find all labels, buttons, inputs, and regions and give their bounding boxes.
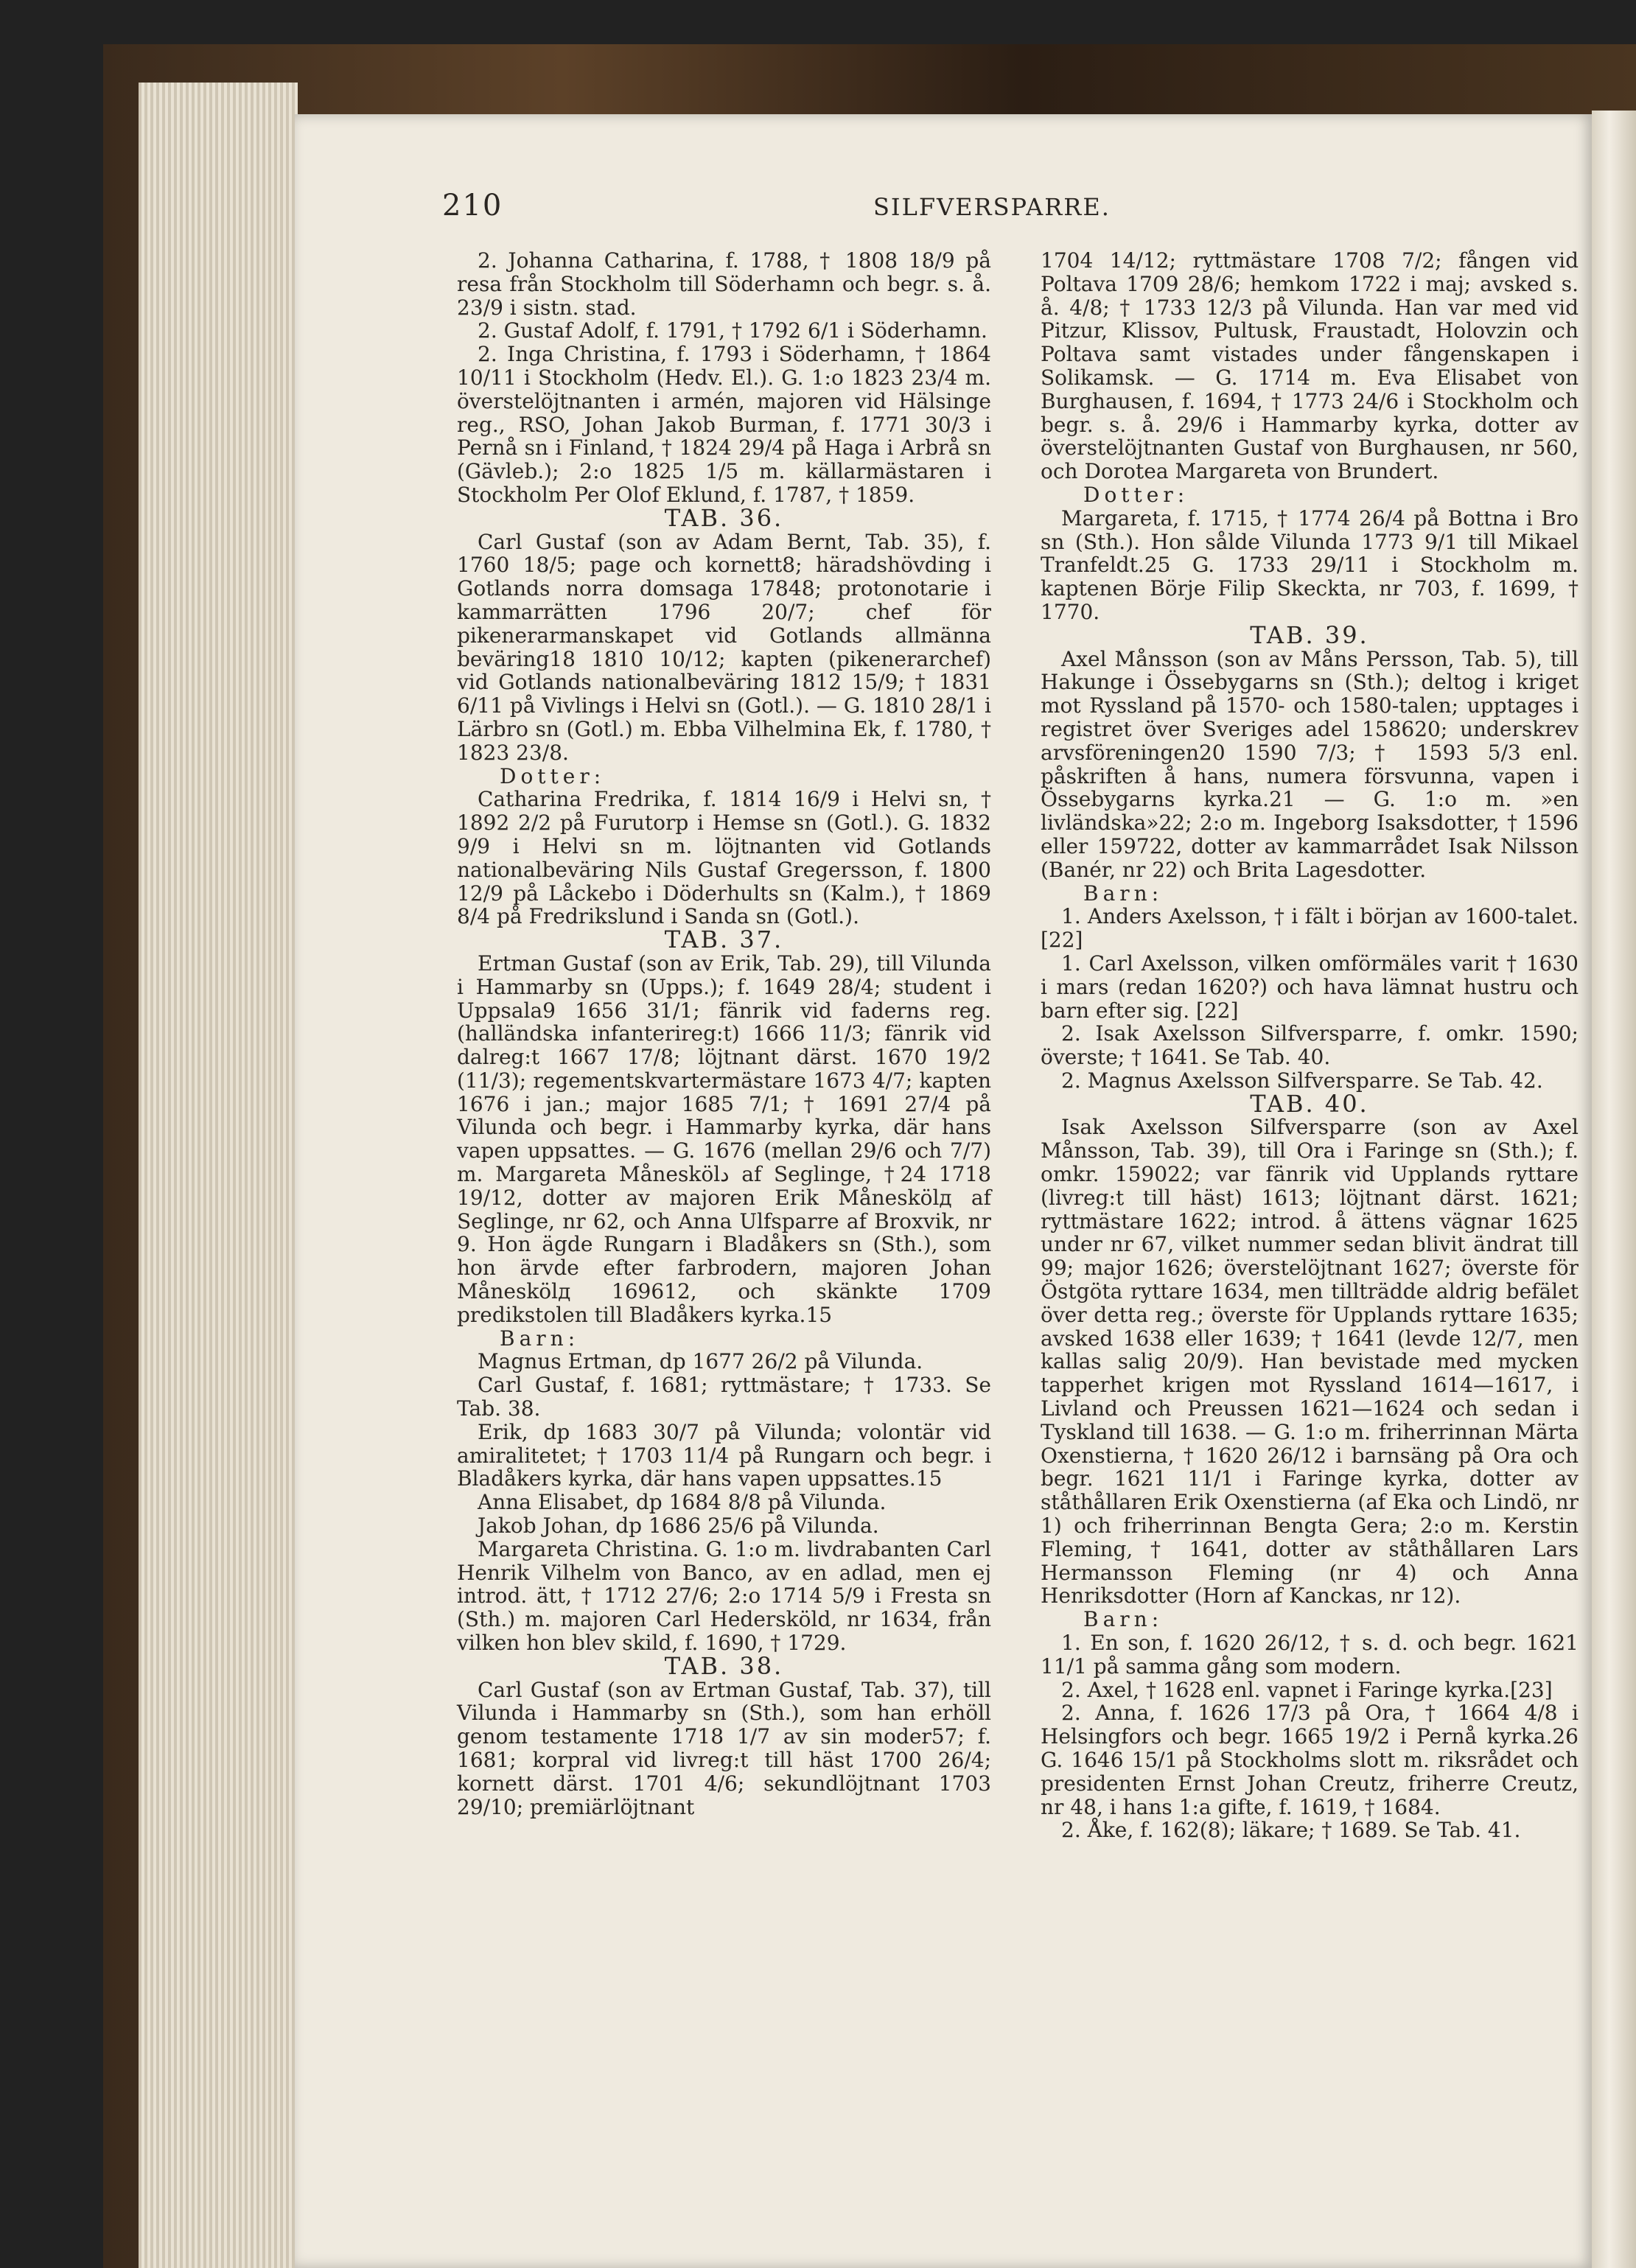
running-head: SILFVERSPARRE.: [873, 193, 1111, 221]
table-heading: TAB. 38.: [664, 1651, 784, 1680]
table-heading: TAB. 37.: [664, 925, 784, 954]
paragraph: 2. Isak Axelsson Silfversparre, f. omkr. 1590; överste; † 1641. Se Tab. 40.: [1041, 1021, 1579, 1070]
paragraph: Catharina Fredrika, f. 1814 16/9 i Helvi sn, † 1892 2/2 på Furutorp i Hemse sn (Gotl.). G. 1832 9/9 i Helvi sn m. löjtnanten vid Gotlands nationalbeväring Nils Gustaf Gregersson, f. 1800 12/9 på Låckebo i Döderhults sn (Kalm.), † 1869 8/4 på Fredrikslund i Sanda sn (Gotl.).: [457, 787, 991, 929]
children-heading: Barn:: [500, 1326, 580, 1351]
paragraph: 2. Magnus Axelsson Silfversparre. Se Tab. 42.: [1061, 1068, 1543, 1093]
paragraph: Margareta Christina. G. 1:o m. livdrabanten Carl Henrik Vilhelm von Banco, av en adlad, men ej introd. ätt, † 1712 27/6; 2:o 1714 5/9 i Fresta sn (Sth.) m. majoren Carl Hedersköld, nr 1634, från vilken hon blev skild, f. 1690, † 1729.: [457, 1536, 991, 1656]
children-heading: Barn:: [1083, 1607, 1164, 1632]
table-heading: TAB. 40.: [1250, 1089, 1369, 1118]
paragraph: Margareta, f. 1715, † 1774 26/4 på Bottna i Bro sn (Sth.). Hon sålde Vilunda 1773 9/1 till Mikael Tranfeldt.25 G. 1733 29/11 i Stockholm m. kaptenen Börje Filip Skeckta, nr 703, f. 1699, † 1770.: [1041, 505, 1579, 624]
children-heading: Dotter:: [1083, 482, 1189, 507]
paragraph: 2. Anna, f. 1626 17/3 på Ora, † 1664 4/8 i Helsingfors och begr. 1665 19/2 i Pernå kyrka.26 G. 1646 15/1 på Stockholms slott m. riksrådet och presidenten Ernst Johan Creutz, friherre Creutz, nr 48, i hans 1:a gifte, f. 1619, † 1684.: [1041, 1701, 1579, 1819]
paragraph: 2. Åke, f. 162(8); läkare; † 1689. Se Tab. 41.: [1061, 1818, 1521, 1843]
page-number: 210: [442, 189, 503, 223]
children-heading: Dotter:: [500, 763, 606, 788]
paragraph: Anna Elisabet, dp 1684 8/8 på Vilunda.: [478, 1490, 887, 1515]
paragraph: 1. Anders Axelsson, † i fält i början av 1600-talet. [22]: [1041, 904, 1579, 953]
table-heading: TAB. 39.: [1250, 620, 1369, 649]
paragraph: Ertman Gustaf (son av Erik, Tab. 29), till Vilunda i Hammarby sn (Upps.); f. 1649 28/4; student i Uppsala9 1656 31/1; fänrik vid faderns reg. (halländska infanterireg:t) 1666 11/3; fänrik vid dalreg:t 1667 17/8; löjtnant därst. 1670 19/2 (11/3); regementskvartermästare 1673 4/7; kapten 1676 i jan.; major 1685 7/1; † 1691 27/4 på Vilunda och begr. i Hammarby kyrka, där hans vapen uppsattes. — G. 1676 (mellan 29/6 och 7/7) m. Margareta Måneskölد af Seglinge, †24 1718 19/12, dotter av majoren Erik Måneskölд af Seglinge, nr 62, och Anna Ulfsparre af Broxvik, nr 9. Hon ägde Rungarn i Bladåkers sn (Sth.), som hon ärvde efter farbrodern, majoren Johan Måneskölд 169612, och skänkte 1709 predikstolen till Bladåkers kyrka.15: [457, 951, 991, 1327]
paragraph: 1. En son, f. 1620 26/12, † s. d. och begr. 1621 11/1 på samma gång som modern.: [1041, 1631, 1579, 1679]
children-heading: Barn:: [1083, 881, 1164, 906]
paragraph: 1704 14/12; ryttmästare 1708 7/2; fången vid Poltava 1709 28/6; hemkom 1722 i maj; avsked s. å. 4/8; † 1733 12/3 på Vilunda. Han var med vid Pitzur, Klissov, Pultusk, Fraustadt, Holovzin och Poltava samt vistades under fångenskapen i Solikamsk. — G. 1714 m. Eva Elisabet von Burghausen, f. 1694, † 1773 24/6 i Stockholm och begr. s. å. 29/6 i Hammarby kyrka, dotter av överstelöjtnanten Gustaf von Burghausen, nr 560, och Dorotea Margareta von Brundert.: [1041, 248, 1579, 484]
right-column: [1041, 249, 1579, 1842]
paragraph: Carl Gustaf (son av Ertman Gustaf, Tab. 37), till Vilunda i Hammarby sn (Sth.), som han erhöll genom testamente 1718 1/7 av sin moder57; f. 1681; korpral vid livreg:t till häst 1700 26/4; kornett därst. 1701 4/6; sekundlöjtnant 1703 29/10; premiärlöjtnant: [457, 1677, 991, 1819]
paragraph: Axel Månsson (son av Måns Persson, Tab. 5), till Hakunge i Össebygarns sn (Sth.); deltog i kriget mot Ryssland på 1570- och 1580-talen; upptages i registret över Sveriges adel 158620; underskrev arvsföreningen20 1590 7/3; † 1593 5/3 enl. påskriften å hans, numera försvunna, vapen i Össebygarns kyrka.21 — G. 1:o m. »en livländska»22; 2:o m. Ingeborg Isaksdotter, † 1596 eller 159722, dotter av kammarrådet Isak Nilsson (Banér, nr 22) och Brita Lagesdotter.: [1041, 646, 1579, 882]
paragraph: 2. Inga Christina, f. 1793 i Söderhamn, † 1864 10/11 i Stockholm (Hedv. El.). G. 1:o 1823 23/4 m. överstelöjtnanten i armén, majoren vid Hälsinge reg., RSO, Johan Jakob Burman, f. 1771 30/3 i Pernå sn i Finland, † 1824 29/4 på Haga i Arbrå sn (Gävleb.); 2:o 1825 1/5 m. källarmästaren i Stockholm Per Olof Eklund, f. 1787, † 1859.: [457, 342, 991, 507]
paragraph: Carl Gustaf (son av Adam Bernt, Tab. 35), f. 1760 18/5; page och kornett8; häradshövding i Gotlands norra domsaga 17848; protonotarie i kammarrätten 1796 20/7; chef för pikenerarmanskapet vid Gotlands allmänna beväring18 1810 10/12; kapten (pikenerarchef) vid Gotlands nationalbeväring 1812 15/9; † 1831 6/11 på Vivlings i Helvi sn (Gotl.). — G. 1810 28/1 i Lärbro sn (Gotl.) m. Ebba Vilhelmina Ek, f. 1780, † 1823 23/8.: [457, 529, 991, 765]
facing-page-gutter: [1592, 111, 1636, 2268]
paragraph: 2. Axel, † 1628 enl. vapnet i Faringe kyrka.[23]: [1061, 1677, 1553, 1702]
paragraph: Magnus Ertman, dp 1677 26/2 på Vilunda.: [478, 1349, 923, 1374]
paragraph: 2. Johanna Catharina, f. 1788, † 1808 18/9 på resa från Stockholm till Söderhamn och begr. s. å. 23/9 i sistn. stad.: [457, 248, 991, 320]
paragraph: Erik, dp 1683 30/7 på Vilunda; volontär vid amiralitetet; † 1703 11/4 på Rungarn och begr. i Bladåkers kyrka, där hans vapen uppsattes.15: [457, 1419, 991, 1491]
table-heading: TAB. 36.: [664, 503, 784, 532]
page-edges: [139, 83, 298, 2268]
left-column: [457, 249, 991, 1819]
paragraph: 1. Carl Axelsson, vilken omförmäles varit † 1630 i mars (redan 1620?) och hava lämnat hustru och barn efter sig. [22]: [1041, 951, 1579, 1023]
paragraph: Carl Gustaf, f. 1681; ryttmästare; † 1733. Se Tab. 38.: [457, 1373, 991, 1421]
paragraph: 2. Gustaf Adolf, f. 1791, † 1792 6/1 i Söderhamn.: [478, 318, 987, 343]
paragraph: Jakob Johan, dp 1686 25/6 på Vilunda.: [478, 1513, 879, 1539]
paragraph: Isak Axelsson Silfversparre (son av Axel Månsson, Tab. 39), till Ora i Faringe sn (Sth.); f. omkr. 159022; var fänrik vid Upplands ryttare (livreg:t till häst) 1613; löjtnant därst. 1621; ryttmästare 1622; introd. å ättens vägnar 1625 under nr 67, vilket nummer sedan blivit ändrat till 99; major 1626; överstelöjtnant 1627; överste för Östgöta ryttare 1634, men tillträdde aldrig befälet över detta reg.; överste för Upplands ryttare 1635; avsked 1638 eller 1639; † 1641 (levde 12/7, men kallas salig 20/9). Han bevistade med mycken tapperhet krigen mot Ryssland 1614—1617, i Livland och Preussen 1621—1624 och sedan i Tyskland till 1638. — G. 1:o m. friherrinnan Märta Oxenstierna, † 1620 26/12 i barnsäng på Ora och begr. 1621 11/1 i Faringe kyrka, dotter av ståthållaren Erik Oxenstierna (af Eka och Lindö, nr 1) och friherrinnan Bengta Gera; 2:o m. Kerstin Fleming, † 1641, dotter av ståthållaren Lars Hermansson Fleming (nr 4) och Anna Henriksdotter (Horn af Kanckas, nr 12).: [1041, 1115, 1579, 1609]
